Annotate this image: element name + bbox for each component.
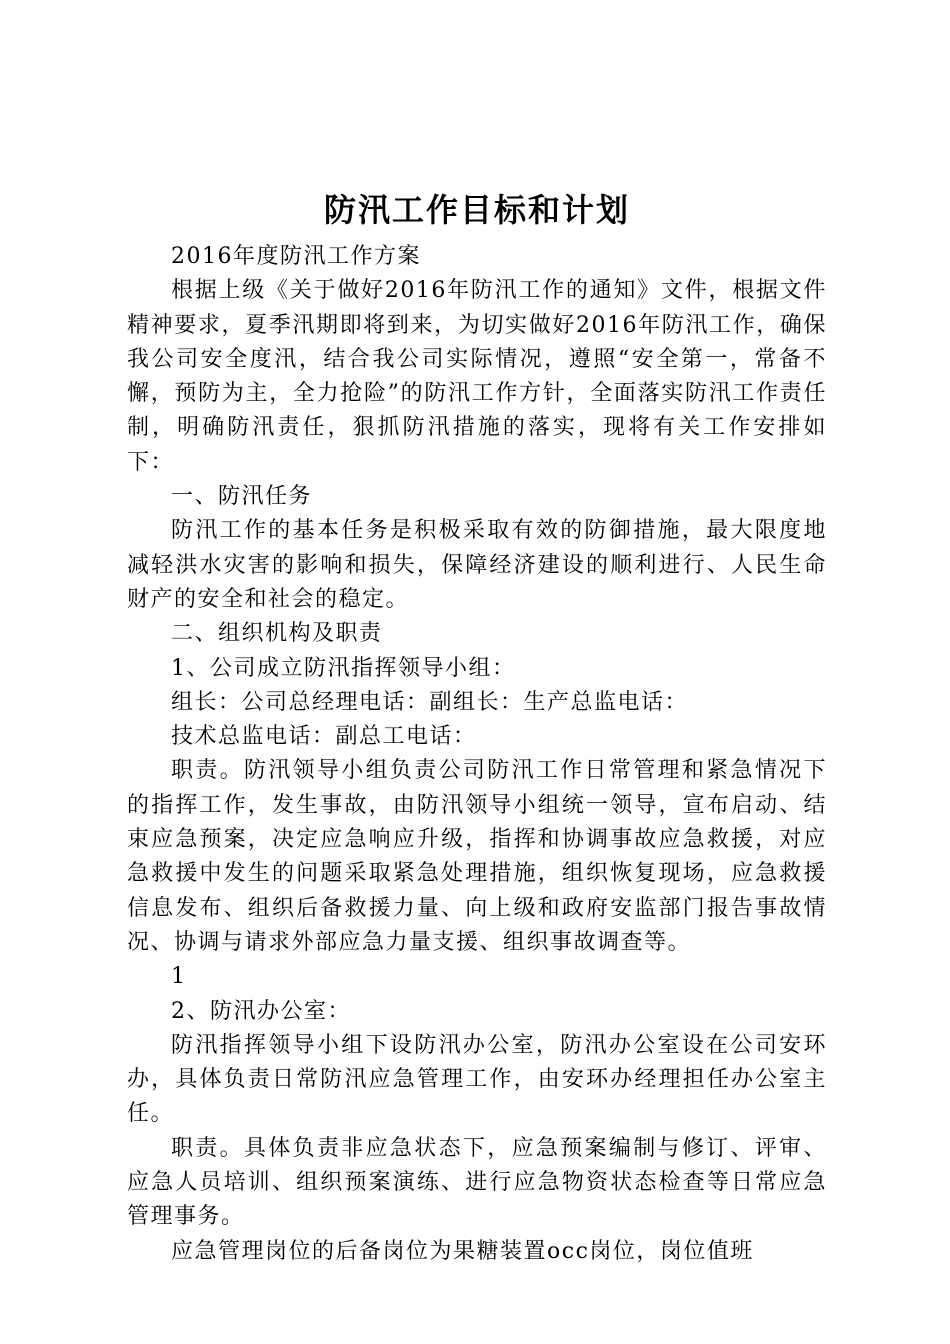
subheading-flood-office: 2、防汛办公室： [171,998,351,1024]
heading-organization: 二、组织机构及职责 [171,621,383,647]
paragraph-group-leaders: 组长：公司总经理电话：副组长：生产总监电话： [171,689,689,715]
heading-flood-tasks: 一、防汛任务 [171,484,313,510]
document-page [127,184,827,1269]
paragraph-office-duties: 职责。具体负责非应急状态下，应急预案编制与修订、评审、应急人员培训、组织预案演练、进行应急物资状态检查等日常应急管理事务。 [127,1135,827,1230]
document-body [127,240,827,1269]
paragraph-intro: 根据上级《关于做好2016年防汛工作的通知》文件，根据文件精神要求，夏季汛期即将到来，为切实做好2016年防汛工作，确保我公司安全度汛，结合我公司实际情况，遵照“安全第一，常备不懈，预防为主，全力抢险”的防汛工作方针，全面落实防汛工作责任制，明确防汛责任，狠抓防汛措施的落实，现将有关工作安排如下： [127,278,827,475]
paragraph-plan-name: 2016年度防汛工作方案 [171,244,421,269]
paragraph-backup-post: 应急管理岗位的后备岗位为果糖装置occ岗位，岗位值班 [171,1238,754,1264]
paragraph-flood-tasks: 防汛工作的基本任务是积极采取有效的防御措施，最大限度地减轻洪水灾害的影响和损失，保障经济建设的顺利进行、人民生命财产的安全和社会的稳定。 [127,518,827,612]
document-title: 防汛工作目标和计划 [323,191,630,229]
page-number: 1 [171,964,187,990]
subheading-leadership-group: 1、公司成立防汛指挥领导小组： [171,655,516,681]
paragraph-group-duties: 职责。防汛领导小组负责公司防汛工作日常管理和紧急情况下的指挥工作，发生事故，由防汛领导小组统一领导，宣布启动、结束应急预案，决定应急响应升级，指挥和协调事故应急救援，对应急救援中发生的问题采取紧急处理措施，组织恢复现场，应急救援信息发布、组织后备救援力量、向上级和政府安监部门报告事故情况、协调与请求外部应急力量支援、组织事故调查等。 [127,758,827,955]
paragraph-group-members: 技术总监电话：副总工电话： [171,724,477,750]
paragraph-flood-office: 防汛指挥领导小组下设防汛办公室，防汛办公室设在公司安环办，具体负责日常防汛应急管理工作，由安环办经理担任办公室主任。 [127,1032,827,1127]
